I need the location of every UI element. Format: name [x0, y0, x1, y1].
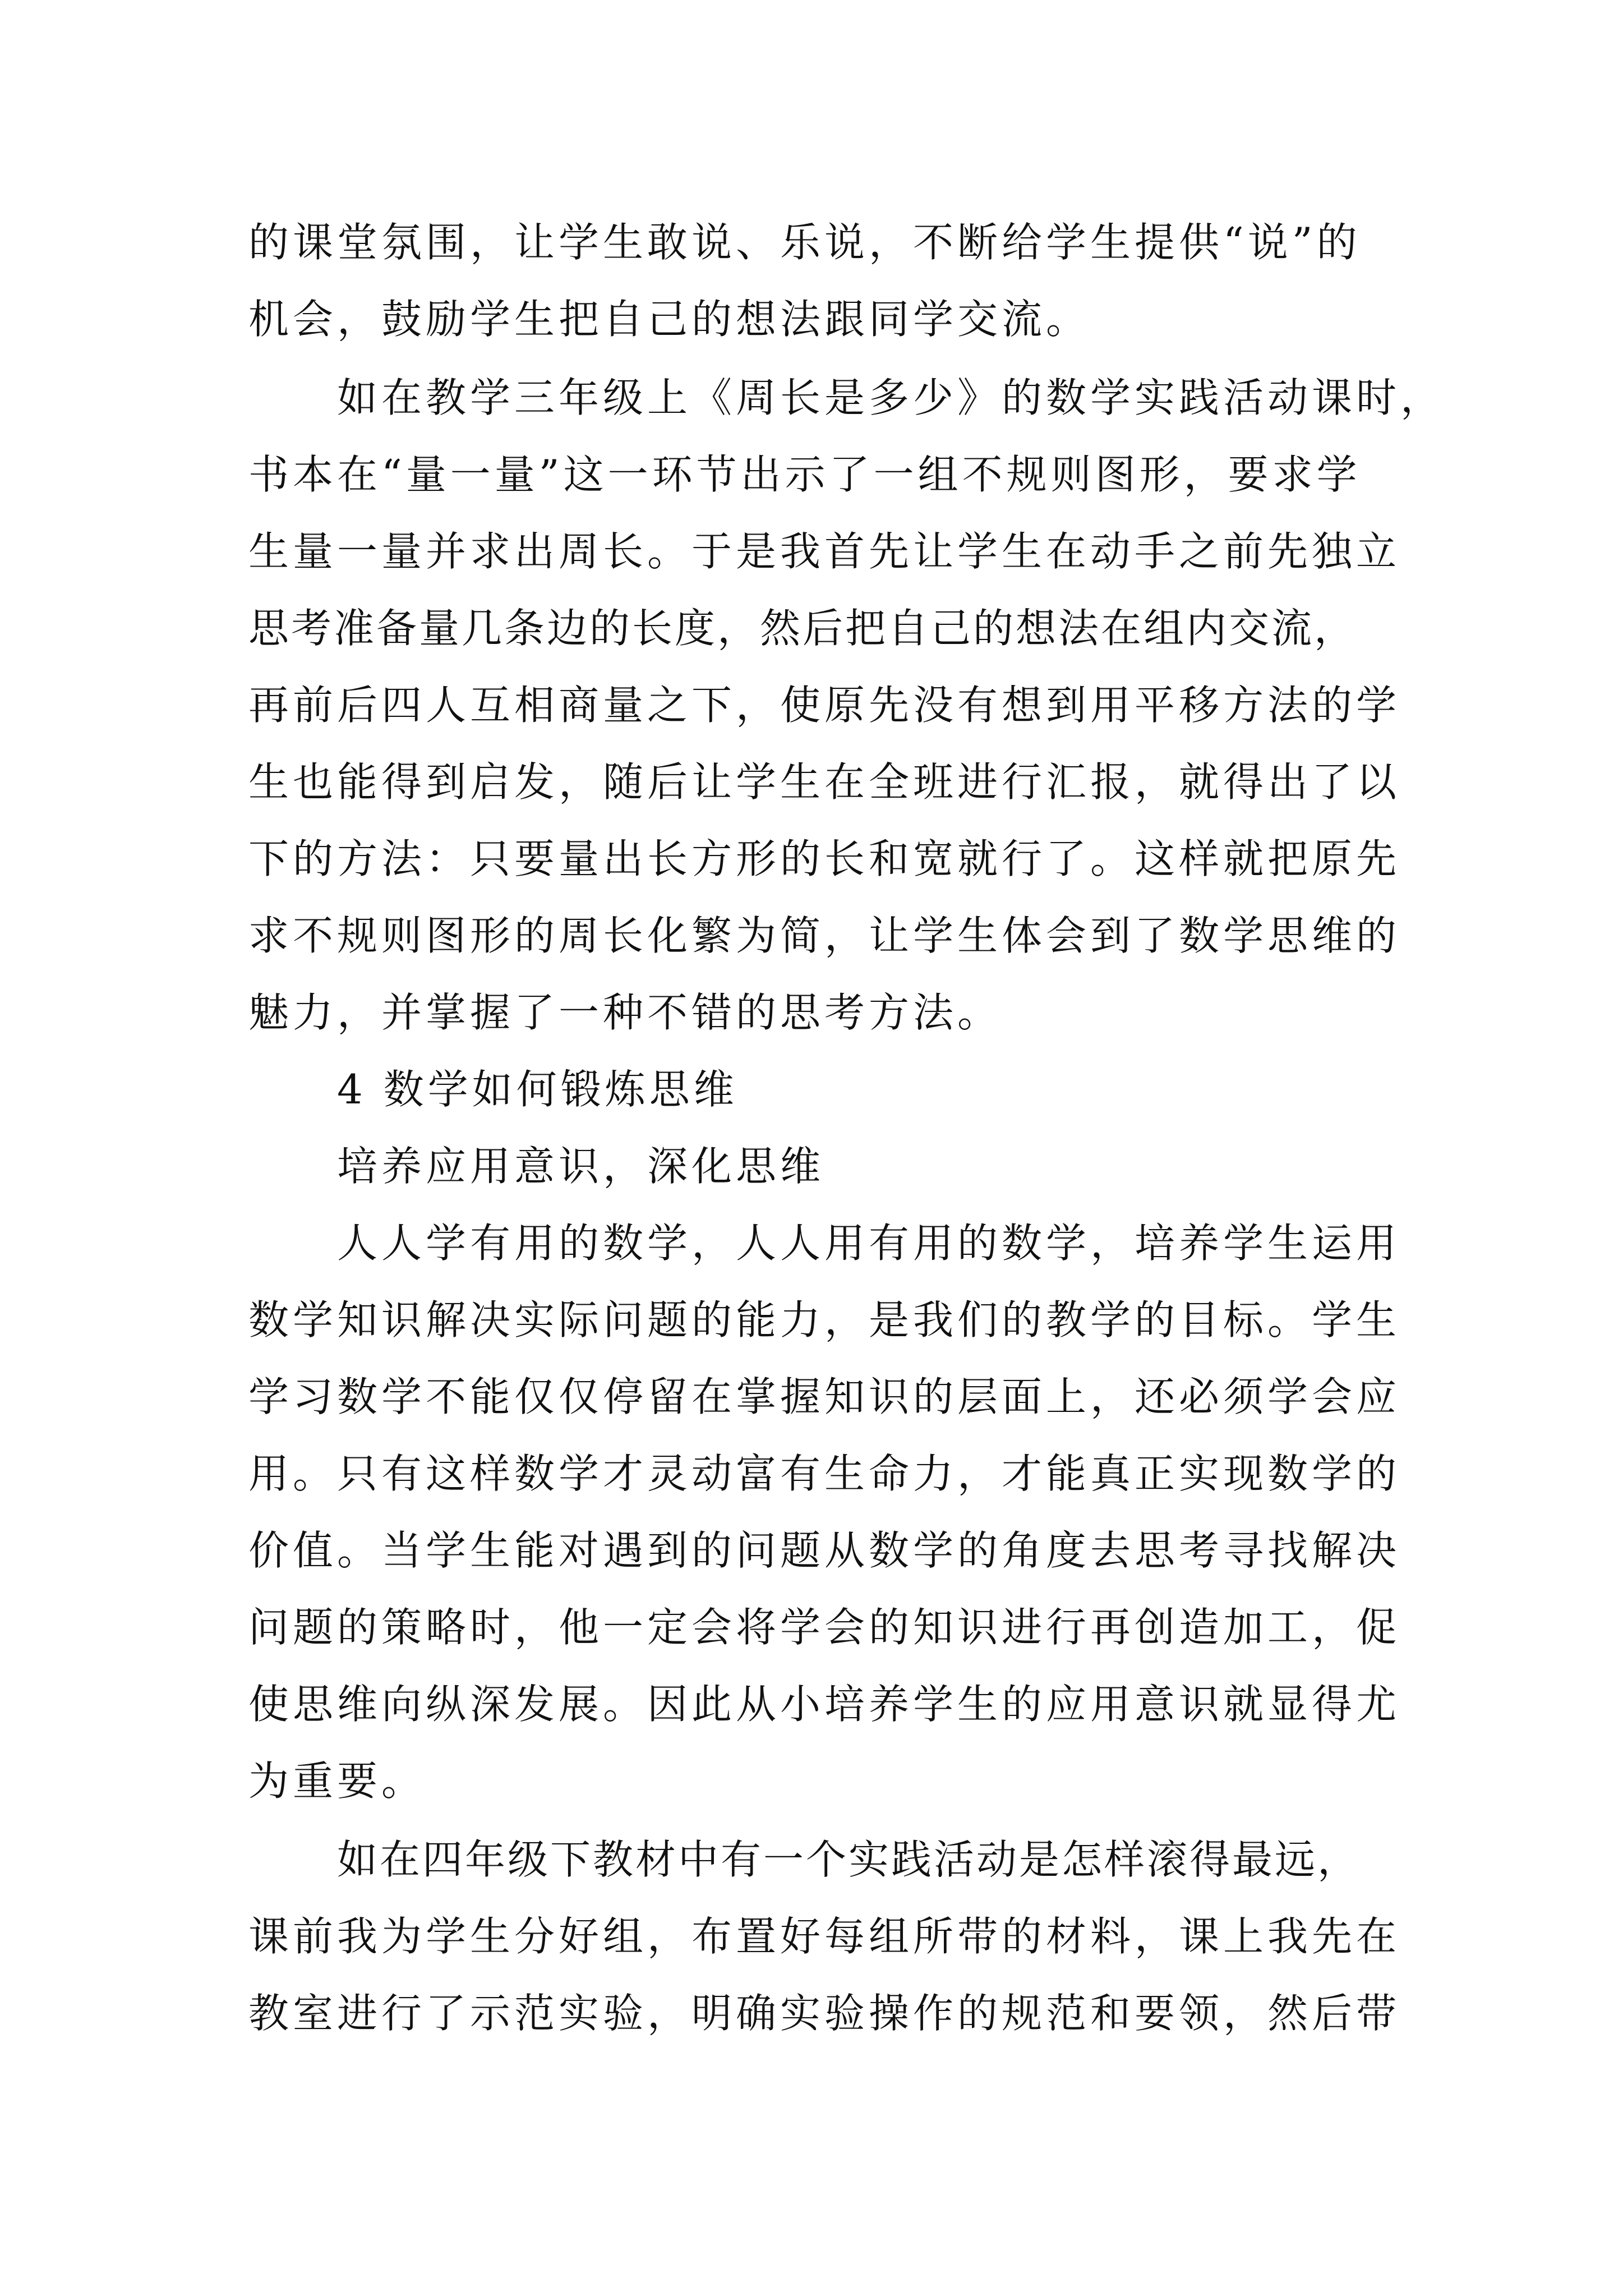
text-line: 课前我为学生分好组，布置好每组所带的材料，课上我先在	[248, 1913, 1401, 1960]
text-line: 生也能得到启发，随后让学生在全班进行汇报，就得出了以	[248, 758, 1401, 806]
text-line: 学习数学不能仅仅停留在掌握知识的层面上，还必须学会应	[248, 1373, 1401, 1420]
text-line: 用。只有这样数学才灵动富有生命力，才能真正实现数学的	[248, 1450, 1401, 1497]
text-line: 数学知识解决实际问题的能力，是我们的教学的目标。学生	[248, 1296, 1401, 1343]
body-text	[248, 204, 1445, 2052]
text-line: 下的方法：只要量出长方形的长和宽就行了。这样就把原先	[248, 835, 1401, 882]
section-heading: 4 数学如何锻炼思维	[337, 1066, 738, 1113]
text-line: 教室进行了示范实验，明确实验操作的规范和要领，然后带	[248, 1990, 1401, 2037]
text-line: 魅力，并掌握了一种不错的思考方法。	[248, 989, 1002, 1036]
text-line: 为重要。	[248, 1757, 426, 1805]
text-line: 思考准备量几条边的长度，然后把自己的想法在组内交流，	[248, 605, 1357, 652]
text-line: 书本在“量一量”这一环节出示了一组不规则图形，要求学	[248, 451, 1361, 498]
text-line: 求不规则图形的周长化繁为简，让学生体会到了数学思维的	[248, 912, 1401, 959]
text-line: 机会，鼓励学生把自己的想法跟同学交流。	[248, 296, 1091, 343]
text-line: 使思维向纵深发展。因此从小培养学生的应用意识就显得尤	[248, 1681, 1401, 1728]
paragraph-start-line: 人人学有用的数学，人人用有用的数学，培养学生运用	[337, 1220, 1401, 1267]
subsection-heading: 培养应用意识，深化思维	[337, 1143, 825, 1190]
paragraph-start-line: 如在教学三年级上《周长是多少》的数学实践活动课时，	[337, 374, 1445, 421]
text-line: 价值。当学生能对遇到的问题从数学的角度去思考寻找解决	[248, 1527, 1401, 1574]
paragraph-start-line: 如在四年级下教材中有一个实践活动是怎样滚得最远，	[337, 1836, 1361, 1883]
text-line: 再前后四人互相商量之下，使原先没有想到用平移方法的学	[248, 682, 1401, 729]
text-line: 问题的策略时，他一定会将学会的知识进行再创造加工，促	[248, 1604, 1401, 1651]
text-line: 生量一量并求出周长。于是我首先让学生在动手之前先独立	[248, 528, 1401, 575]
text-line: 的课堂氛围，让学生敢说、乐说，不断给学生提供“说”的	[248, 219, 1361, 266]
